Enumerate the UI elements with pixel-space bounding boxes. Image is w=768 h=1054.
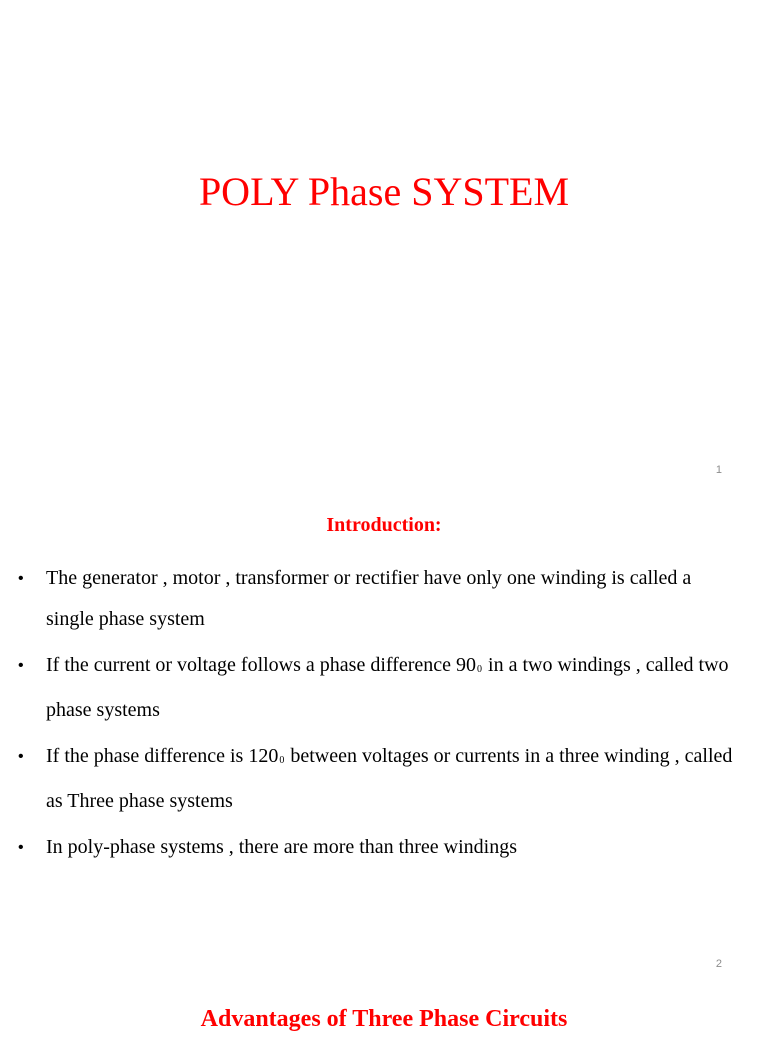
bullet-item: [18, 827, 733, 868]
bullet-dot-icon: •: [18, 748, 24, 765]
bullet-text: [46, 654, 729, 721]
bullet-item: [18, 558, 733, 640]
bullet-text: The generator , motor , transformer or rectifier have only one winding is called a single phase system: [46, 567, 692, 630]
section-heading-introduction: Introduction:: [326, 514, 442, 536]
bullet-dot-icon: •: [18, 657, 24, 674]
bullet-dot-icon: •: [18, 570, 24, 587]
bullet-text: In poly-phase systems , there are more than three windings: [46, 836, 517, 858]
degree-superscript: 0: [477, 664, 483, 675]
page-title: POLY Phase SYSTEM: [198, 169, 570, 214]
bullet-text-after: in a two windings , called two phase systems: [46, 654, 729, 721]
slide-1: [0, 0, 768, 494]
degree-superscript: 0: [279, 755, 285, 766]
bullet-dot-icon: •: [18, 839, 24, 856]
bullet-item: [18, 645, 733, 731]
bullet-text: [46, 745, 732, 812]
bullet-text-before: If the phase difference is 120: [46, 745, 279, 767]
bullet-text-before: If the current or voltage follows a phase difference 90: [46, 654, 477, 676]
section-heading-advantages: Advantages of Three Phase Circuits: [200, 1006, 568, 1032]
bullet-list: [18, 558, 733, 873]
page-number: 2: [715, 958, 722, 970]
slide-3: [0, 994, 768, 1054]
bullet-item: [18, 736, 733, 822]
slide-2: [0, 494, 768, 994]
bullet-text-after: between voltages or currents in a three winding , called as Three phase systems: [46, 745, 733, 812]
page-number: 1: [715, 464, 722, 476]
